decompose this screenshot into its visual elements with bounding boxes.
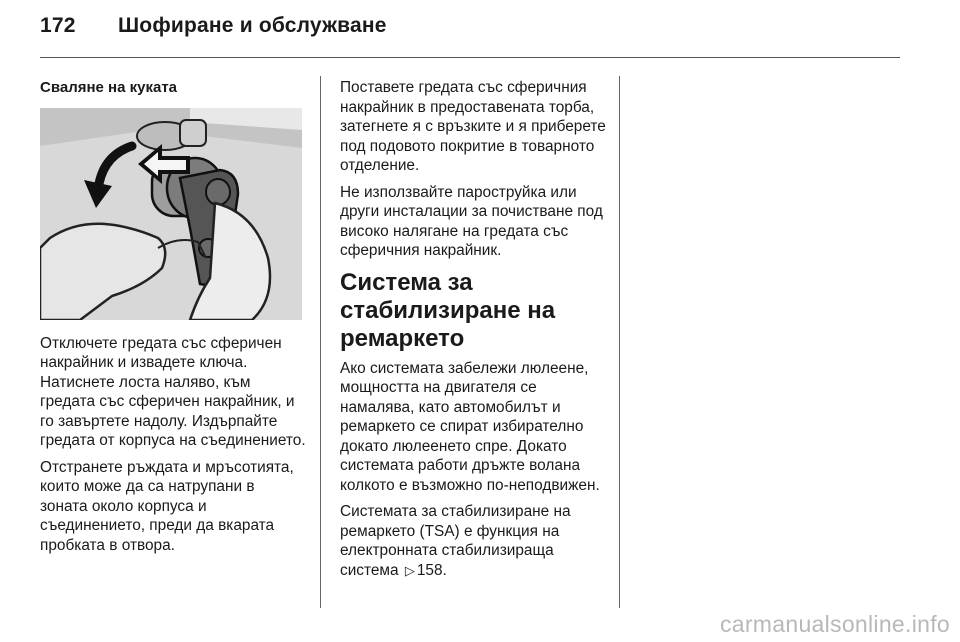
tow-bar-removal-illustration bbox=[40, 108, 302, 320]
section-paragraph-2 bbox=[340, 502, 608, 580]
column-divider-2 bbox=[619, 76, 620, 608]
page-number: 172 bbox=[40, 14, 76, 37]
section-paragraph-2-text: Системата за стабилизиране на ремаркето (TSA) е функция на електронната стабилизираща система bbox=[340, 503, 571, 579]
left-paragraph-1: Отключете гредата със сферичен накрайник и извадете ключа. Натиснете лоста наляво, към гредата със сферичен накрайник, и го завъртете надолу. Издърпайте гредата от корпуса на съединението. bbox=[40, 334, 306, 449]
left-column bbox=[40, 78, 306, 562]
left-paragraph-2: Отстранете ръждата и мръсотията, които може да са натрупани в зоната около корпуса и съединението, преди да вкарата пробката в отвора. bbox=[40, 458, 294, 554]
right-column bbox=[340, 78, 608, 587]
watermark: carmanualsonline.info bbox=[719, 611, 950, 637]
section-paragraph-1: Ако системата забележи люлеене, мощността на двигателя се намалява, като автомобилът и ремаркето се спират избирателно докато люлеенето спре. Докато системата работи дръжте волана колкото е възможно по-неподвижен. bbox=[340, 359, 600, 494]
xref-page[interactable]: 158. bbox=[416, 561, 447, 579]
right-paragraph-2: Не използвайте пароструйка или други инсталации за почистване под високо налягане на гредата със сферичния накрайник. bbox=[340, 183, 603, 259]
chapter-title: Шофиране и обслужване bbox=[118, 14, 387, 37]
column-divider-1 bbox=[320, 76, 321, 608]
subheading: Сваляне на куката bbox=[40, 79, 178, 96]
page-header bbox=[40, 14, 387, 38]
right-paragraph-1: Поставете гредата със сферичния накрайник в предоставената торба, затегнете я с връзките и я приберете под подовото покритие в товарното отделение. bbox=[340, 79, 606, 174]
section-title: Система за стабилизиране на ремаркето bbox=[340, 268, 556, 352]
header-rule bbox=[40, 57, 900, 58]
triangle-right-icon: ▷ bbox=[404, 562, 415, 578]
